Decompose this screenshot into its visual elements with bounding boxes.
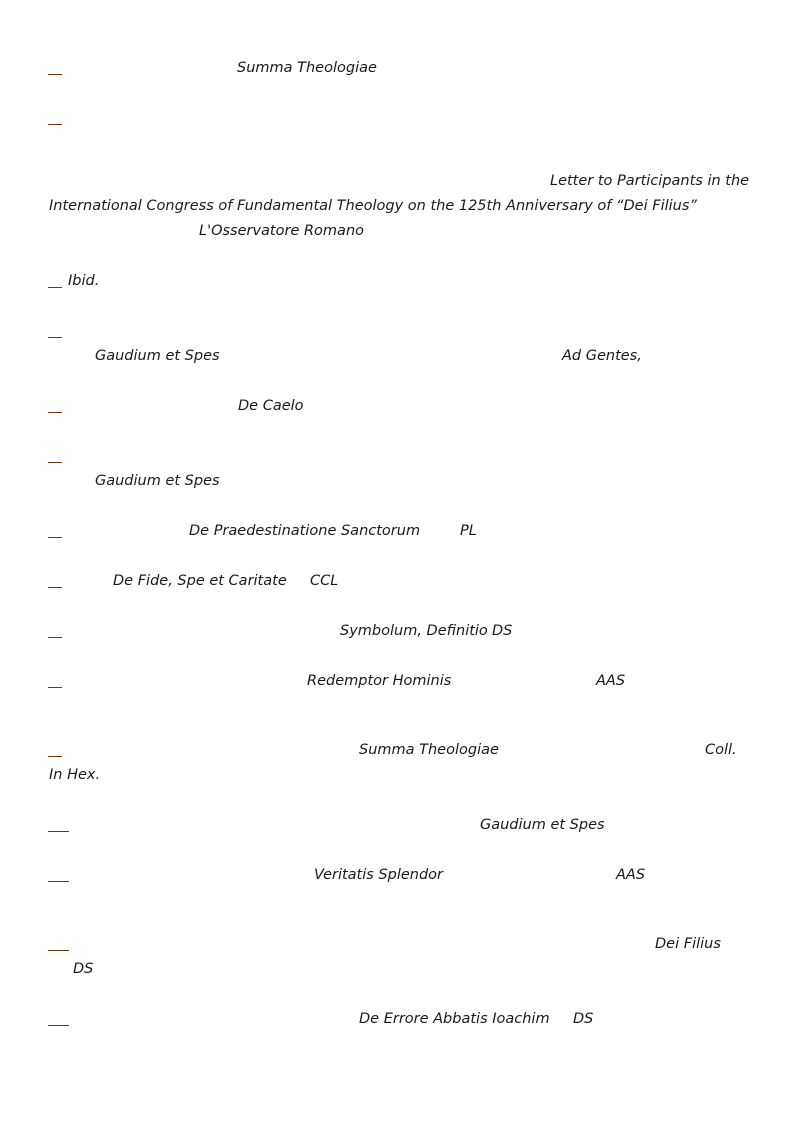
- cited-title: Redemptor Hominis: [307, 673, 452, 689]
- footnote-marker: [48, 537, 62, 538]
- cited-title: Ad Gentes,: [562, 348, 642, 364]
- cited-title: Gaudium et Spes: [480, 817, 605, 833]
- cited-source: Coll.: [705, 742, 737, 758]
- cited-title: Gaudium et Spes: [95, 473, 220, 489]
- footnote-marker: [48, 462, 62, 463]
- cited-source: DS: [492, 623, 513, 639]
- cited-title: Summa Theologiae: [237, 60, 377, 76]
- footnote-marker: [48, 287, 62, 288]
- cited-source: AAS: [596, 673, 626, 689]
- cited-title: Ibid.: [68, 273, 100, 289]
- footnote-marker: [48, 756, 62, 757]
- cited-title: In Hex.: [49, 767, 101, 783]
- cited-title: Letter to Participants in the: [550, 173, 750, 189]
- footnote-marker: [48, 881, 69, 882]
- cited-title: De Praedestinatione Sanctorum: [189, 523, 421, 539]
- cited-title: Dei Filius: [655, 936, 721, 952]
- footnote-marker: [48, 74, 62, 75]
- footnote-marker: [48, 950, 69, 951]
- footnote-marker: [48, 124, 62, 125]
- cited-source: DS: [573, 1011, 594, 1027]
- footnote-marker: [48, 687, 62, 688]
- footnote-marker: [48, 337, 62, 338]
- cited-title: De Fide, Spe et Caritate: [113, 573, 287, 589]
- cited-source: PL: [460, 523, 477, 539]
- cited-title: International Congress of Fundamental Theology on the 125th Anniversary of “Dei Filius”: [49, 198, 697, 214]
- footnote-marker: [48, 1025, 69, 1026]
- cited-title: L'Osservatore Romano: [199, 223, 365, 239]
- footnote-marker: [48, 587, 62, 588]
- cited-title: Gaudium et Spes: [95, 348, 220, 364]
- footnote-marker: [48, 412, 62, 413]
- cited-title: De Errore Abbatis Ioachim: [359, 1011, 550, 1027]
- cited-source: CCL: [310, 573, 339, 589]
- cited-source: AAS: [616, 867, 646, 883]
- cited-title: De Caelo: [238, 398, 304, 414]
- cited-source: DS: [73, 961, 94, 977]
- cited-title: Symbolum, Definitio: [340, 623, 488, 639]
- footnote-marker: [48, 831, 69, 832]
- footnote-marker: [48, 637, 62, 638]
- cited-title: Veritatis Splendor: [314, 867, 444, 883]
- cited-title: Summa Theologiae: [359, 742, 499, 758]
